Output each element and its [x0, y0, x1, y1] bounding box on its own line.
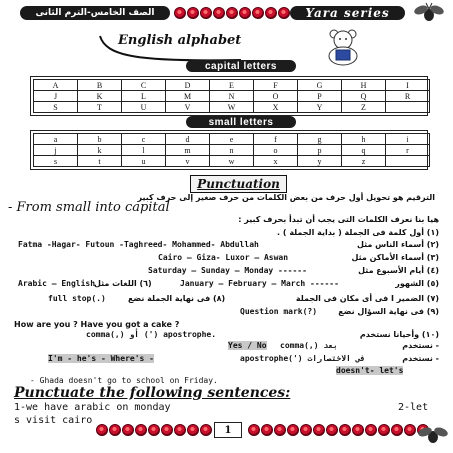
letter-cell: o	[254, 145, 298, 156]
letter-cell: m	[166, 145, 210, 156]
exercise-line-1b: 2-let	[398, 402, 429, 413]
letter-cell: q	[342, 145, 386, 156]
letter-cell: E	[210, 80, 254, 91]
letter-cell: X	[254, 102, 298, 113]
letter-cell: O	[254, 91, 298, 102]
letter-cell: d	[166, 134, 210, 145]
punctuation-definition: الترقيم هو تحويل أول حرف من بعض الكلمات من حرف صغير إلى حرف كبير	[137, 193, 435, 202]
flower-border-bottom-right	[248, 424, 429, 436]
letter-cell: J	[34, 91, 78, 102]
table-row	[34, 102, 430, 113]
letter-cell: A	[34, 80, 78, 91]
letter-cell: N	[210, 91, 254, 102]
rule-10: (١٠) وأحيانا نستخدم	[359, 330, 439, 339]
letter-cell: v	[166, 156, 210, 167]
table-row	[34, 156, 430, 167]
letter-cell: C	[122, 80, 166, 91]
letter-cell: Y	[298, 102, 342, 113]
comma-rule-examples: comma(,) بعد	[280, 341, 338, 350]
bee-icon	[418, 424, 448, 446]
table-row	[34, 134, 430, 145]
rule-5: (٥) الشهور	[395, 279, 439, 288]
letter-cell: P	[298, 91, 342, 102]
letter-cell: f	[254, 134, 298, 145]
letter-cell: l	[122, 145, 166, 156]
letter-cell: u	[122, 156, 166, 167]
letter-cell: b	[78, 134, 122, 145]
small-letters-heading: small letters	[186, 116, 296, 128]
contractions-highlight-1: I'm - he's - Where's -	[48, 354, 154, 363]
letter-cell: i	[386, 134, 430, 145]
letter-cell: g	[298, 134, 342, 145]
letter-cell: B	[78, 80, 122, 91]
letter-cell	[386, 156, 430, 167]
page-title: English alphabet	[118, 33, 242, 48]
letter-cell: M	[166, 91, 210, 102]
example-sentence: - Ghada doesn't go to school on Friday.	[30, 376, 218, 385]
rule-3: (٣) أسماء الأماكن مثل	[351, 253, 439, 262]
letter-cell: V	[166, 102, 210, 113]
bear-reading-icon	[318, 26, 368, 66]
rule-8-examples: full stop(.)	[48, 294, 106, 303]
letter-cell: p	[298, 145, 342, 156]
rule-4: (٤) أيام الأسبوع مثل	[358, 266, 439, 275]
question-example: How are you ? Have you got a cake ?	[14, 320, 180, 329]
table-row	[34, 91, 430, 102]
apostrophe-rule: - نستخدم	[402, 354, 439, 363]
rule-9: (٩) فى نهاية السؤال نضع	[338, 307, 439, 316]
flower-border-top	[174, 7, 290, 19]
exercise-line-1: 1-we have arabic on monday	[14, 402, 171, 413]
rule-10-examples: comma(,) أو (') apostrophe.	[86, 330, 217, 339]
rule-6-examples: Arabic – English	[18, 279, 96, 288]
capital-letters-table	[33, 79, 430, 113]
letter-cell: W	[210, 102, 254, 113]
letter-cell: Z	[342, 102, 386, 113]
letter-cell: T	[78, 102, 122, 113]
letter-cell: Q	[342, 91, 386, 102]
capital-letters-heading: capital letters	[186, 60, 296, 72]
grade-label: الصف الخامس-الترم الثانى	[20, 6, 170, 20]
rules-intro: هيا بنا نعرف الكلمات التى يجب أن تبدأ بحرف كبير :	[238, 215, 439, 224]
rule-5-examples: January – February – March ------	[180, 279, 339, 288]
table-row	[34, 145, 430, 156]
letter-cell: a	[34, 134, 78, 145]
letter-cell: K	[78, 91, 122, 102]
letter-cell: k	[78, 145, 122, 156]
flower-border-bottom-left	[96, 424, 212, 436]
letter-cell: U	[122, 102, 166, 113]
letter-cell: D	[166, 80, 210, 91]
page-number: 1	[214, 422, 242, 438]
yes-no-highlight: Yes / No	[228, 341, 267, 350]
series-label: Yara series	[290, 6, 405, 20]
comma-rule: - نستخدم	[402, 341, 439, 350]
letter-cell: G	[298, 80, 342, 91]
letter-cell: R	[386, 91, 430, 102]
letter-cell: H	[342, 80, 386, 91]
rule-2: (٢) أسماء الناس مثل	[356, 240, 439, 249]
letter-cell: w	[210, 156, 254, 167]
letter-cell: s	[34, 156, 78, 167]
letter-cell: z	[342, 156, 386, 167]
from-small-subtitle: - From small into capital	[8, 200, 170, 215]
letter-cell: y	[298, 156, 342, 167]
letter-cell	[386, 102, 430, 113]
letter-cell: F	[254, 80, 298, 91]
rule-3-examples: Cairo – Giza- Luxor – Aswan	[158, 253, 289, 262]
rule-2-examples: Fatma -Hagar- Futoun -Taghreed- Mohammed- Abdullah	[18, 240, 259, 249]
bee-icon	[414, 2, 444, 24]
letter-cell: j	[34, 145, 78, 156]
letter-cell: r	[386, 145, 430, 156]
rule-6: (٦) اللغات مثل	[94, 279, 152, 288]
letter-cell: h	[342, 134, 386, 145]
rule-9-examples: Question mark(?)	[240, 307, 318, 316]
letter-cell: I	[386, 80, 430, 91]
table-row	[34, 80, 430, 91]
punctuation-heading: Punctuation	[190, 175, 287, 193]
letter-cell: t	[78, 156, 122, 167]
rule-7: (٧) الضمير I فى أى مكان فى الجملة	[295, 294, 439, 303]
letter-cell: S	[34, 102, 78, 113]
apostrophe-rule-examples: apostrophe(') فى الاختصارات	[240, 354, 366, 363]
small-letters-table	[33, 133, 430, 167]
rule-4-examples: Saturday – Sunday – Monday ------	[148, 266, 307, 275]
letter-cell: c	[122, 134, 166, 145]
exercise-heading: Punctuate the following sentences:	[14, 385, 291, 401]
letter-cell: L	[122, 91, 166, 102]
letter-cell: e	[210, 134, 254, 145]
rule-8: (٨) فى نهاية الجملة نضع	[128, 294, 226, 303]
letter-cell: n	[210, 145, 254, 156]
letter-cell: x	[254, 156, 298, 167]
rule-1: (١) أول كلمة فى الجملة ( بداية الجملة ) .	[277, 228, 439, 237]
contractions-highlight-2: doesn't- let's	[336, 366, 404, 375]
exercise-line-2: s visit cairo	[14, 415, 93, 426]
